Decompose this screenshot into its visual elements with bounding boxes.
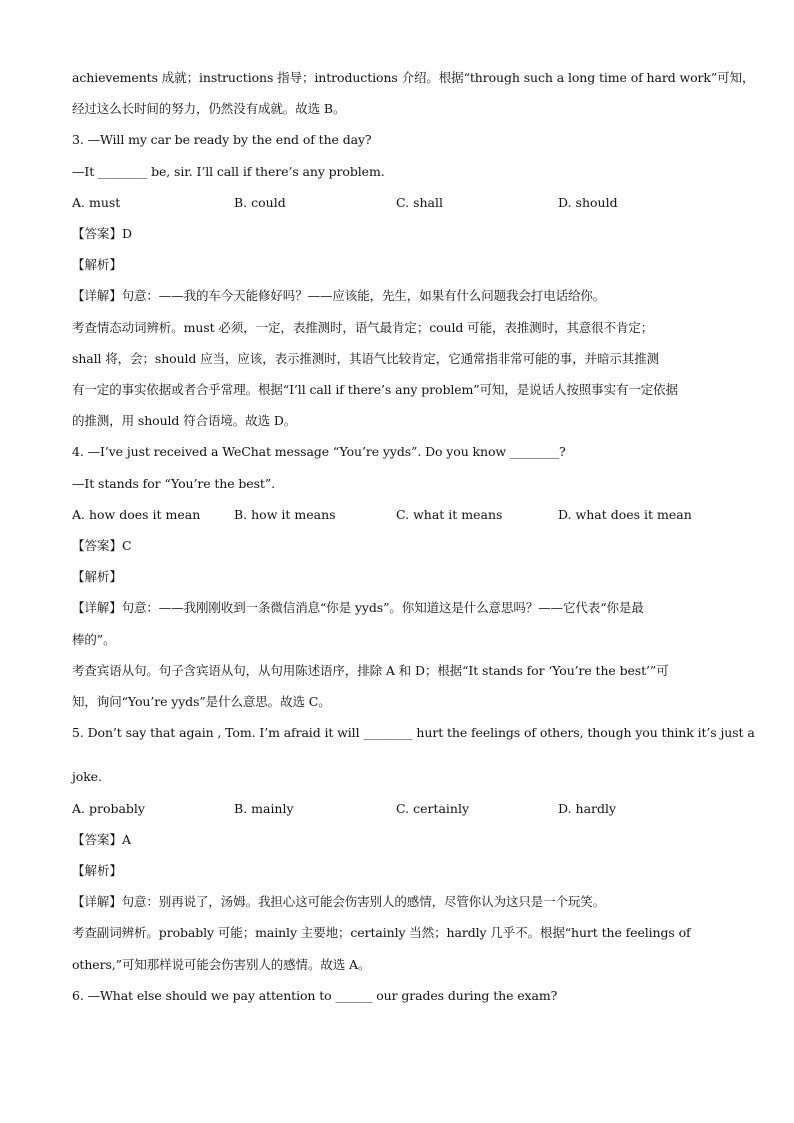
detail-line: 考查宾语从句。句子含宾语从句，从句用陈述语序，排除 A 和 D；根据“It stands for ‘You’re the best’”可	[72, 662, 669, 678]
detail-line: 【详解】句意：别再说了，汤姆。我担心这可能会伤害别人的感情，尽管你认为这只是一个玩笑。	[72, 894, 606, 910]
detail-line: 有一定的事实依据或者合乎常理。根据“I’ll call if there’s any problem”可知，是说话人按照事实有一定依据	[72, 382, 678, 398]
detail-line: 考查副词辨析。probably 可能；mainly 主要地；certainly 当然；hardly 几乎不。根据“hurt the feelings of	[72, 925, 691, 941]
option-b: B. how it means	[234, 506, 336, 522]
text-line: achievements 成就；instructions 指导；introductions 介绍。根据“through such a long time of hard work”可知，	[72, 70, 755, 85]
option-d: D. what does it mean	[558, 506, 692, 522]
answer-label: 【答案】A	[72, 831, 132, 847]
answer-label: 【答案】C	[72, 538, 132, 554]
detail-line: 【详解】句意：——我的车今天能修好吗？——应该能，先生，如果有什么问题我会打电话给你。	[72, 288, 606, 304]
option-d: D. should	[558, 194, 618, 210]
option-c: C. certainly	[396, 800, 470, 816]
option-b: B. mainly	[234, 800, 294, 816]
spacer	[72, 748, 727, 761]
question-6-stem: 6. —What else should we pay attention to ______ our grades during the exam?	[72, 987, 558, 1003]
question-5-options	[72, 793, 727, 824]
option-a: A. how does it mean	[72, 506, 201, 522]
document-page	[72, 62, 755, 1011]
detail-line: others,”可知那样说可能会伤害别人的感情。故选 A。	[72, 956, 371, 972]
detail-line: 考查情态动词辨析。must 必须，一定，表推测时，语气最肯定；could 可能，表推测时，其意很不肯定；	[72, 319, 654, 335]
question-5-stem-cont: joke.	[72, 769, 102, 785]
option-a: A. probably	[72, 800, 145, 816]
option-d: D. hardly	[558, 800, 617, 816]
question-3-options	[72, 187, 727, 218]
question-3-stem: 3. —Will my car be ready by the end of the day?	[72, 132, 372, 148]
question-4-reply: —It stands for “You’re the best”.	[72, 475, 276, 491]
option-c: C. what it means	[396, 506, 503, 522]
question-4-options	[72, 499, 727, 530]
analysis-label: 【解析】	[72, 569, 123, 585]
option-b: B. could	[234, 194, 286, 210]
analysis-label: 【解析】	[72, 863, 123, 879]
detail-line: 的推测，用 should 符合语境。故选 D。	[72, 413, 297, 429]
question-4-stem: 4. —I’ve just received a WeChat message “You’re yyds”. Do you know ________?	[72, 444, 566, 460]
option-a: A. must	[72, 194, 121, 210]
detail-line: shall 将，会；should 应当，应该，表示推测时，其语气比较肯定，它通常指非常可能的事，并暗示其推测	[72, 350, 660, 366]
answer-label: 【答案】D	[72, 226, 133, 242]
question-3-reply: —It ________ be, sir. I’ll call if there’s any problem.	[72, 163, 385, 179]
analysis-label: 【解析】	[72, 257, 123, 273]
option-c: C. shall	[396, 194, 443, 210]
detail-line: 【详解】句意：——我刚刚收到一条微信消息“你是 yyds”。你知道这是什么意思吗？——它代表“你是最	[72, 600, 644, 616]
detail-line: 知，询问“You’re yyds”是什么意思。故选 C。	[72, 694, 331, 710]
question-5-stem: 5. Don’t say that again , Tom. I’m afraid it will ________ hurt the feelings of others, though you think it’s just a	[72, 725, 755, 741]
detail-line: 棒的”。	[72, 631, 116, 647]
text-line: 经过这么长时间的努力，仍然没有成就。故选 B。	[72, 101, 346, 117]
